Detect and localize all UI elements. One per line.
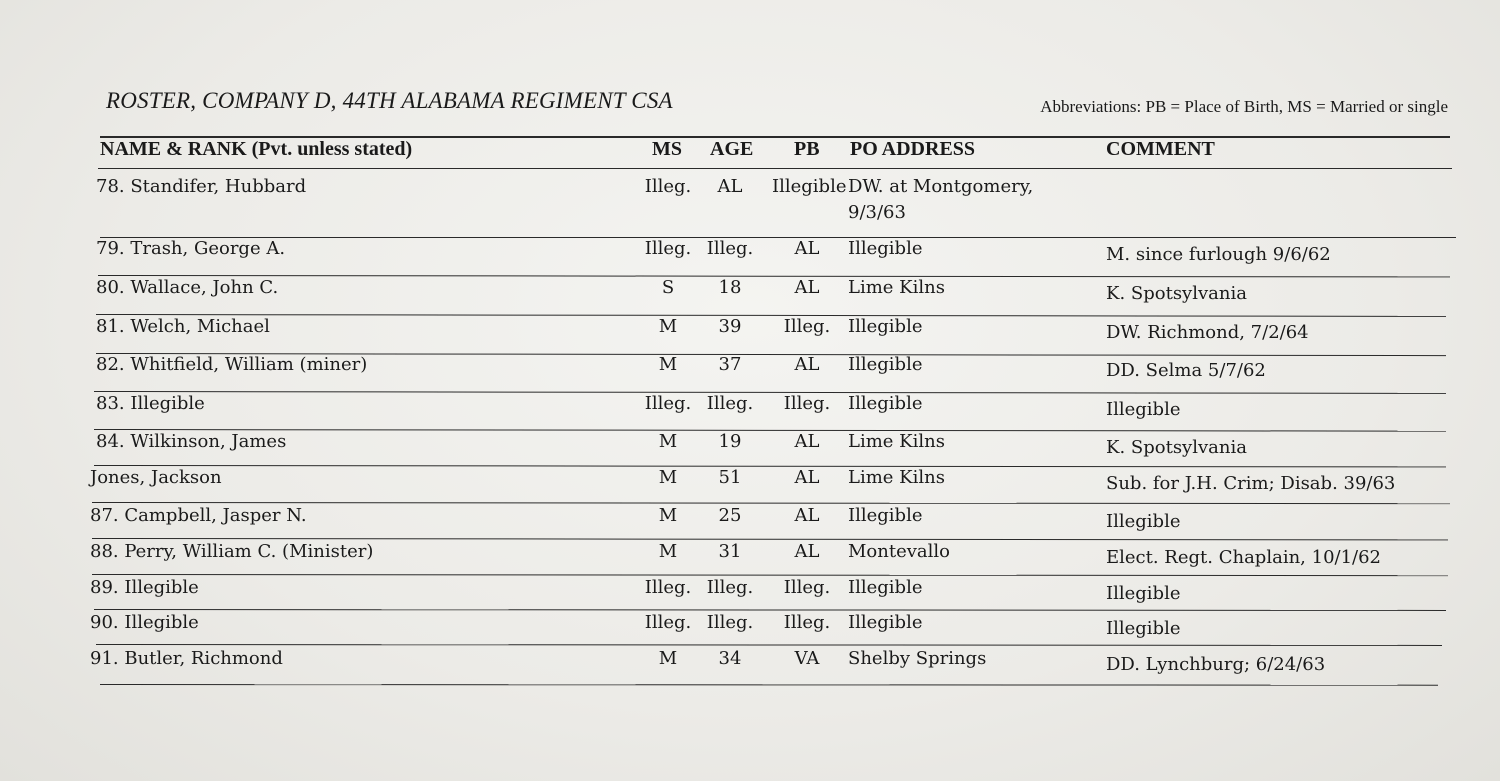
row-pb: AL [794,354,820,375]
row-ms: Illeg. [644,612,692,633]
row-name: Jones, Jackson [90,467,222,488]
row-pb: AL [794,238,820,259]
row-name: 87. Campbell, Jasper N. [90,505,307,526]
row-po-address: Lime Kilns [848,431,945,452]
row-pb: VA [794,648,820,669]
row-name: 84. Wilkinson, James [96,431,287,452]
row-pb: Illegible [772,176,847,197]
row-age: 25 [718,505,742,526]
page-title: ROSTER, COMPANY D, 44TH ALABAMA REGIMENT CSA [106,88,673,113]
row-separator [94,429,1446,432]
header-age: AGE [710,138,754,160]
row-age: Illeg. [706,612,754,633]
row-name: 78. Standifer, Hubbard [96,176,307,197]
row-po-address: Lime Kilns [848,277,945,298]
header-comment: COMMENT [1106,138,1215,160]
row-po-address: DW. at Montgomery, [848,176,1034,197]
row-po-address: Illegible [848,612,923,633]
abbreviations-note: Abbreviations: PB = Place of Birth, MS = Married or single [1040,97,1448,116]
row-comment: Illegible [1106,399,1181,420]
row-po-address: Illegible [848,354,923,375]
row-separator [92,574,1448,576]
row-name: 88. Perry, William C. (Minister) [90,541,374,562]
row-separator [96,644,1442,646]
row-age: 19 [718,431,742,452]
row-ms: Illeg. [644,238,692,259]
header-bottom-rule [98,168,1452,169]
row-pb: Illeg. [783,316,831,337]
row-pb: AL [794,277,820,298]
row-age: 39 [718,316,742,337]
header-pb: PB [794,138,820,160]
row-ms: Illeg. [644,577,692,598]
row-comment: DD. Lynchburg; 6/24/63 [1106,654,1326,675]
row-ms: S [661,277,675,298]
row-pb: AL [794,505,820,526]
row-pb: AL [794,541,820,562]
row-age: Illeg. [706,577,754,598]
row-po-address: Illegible [848,316,923,337]
row-comment: Sub. for J.H. Crim; Disab. 39/63 [1106,473,1396,494]
row-separator [96,314,1446,317]
row-name: 83. Illegible [96,393,205,414]
row-ms: M [658,467,678,488]
row-pb: Illeg. [783,577,831,598]
row-age: 18 [718,277,742,298]
row-ms: M [658,354,678,375]
row-comment: Illegible [1106,618,1181,639]
row-comment: K. Spotsylvania [1106,437,1247,458]
row-po-address: Shelby Springs [848,648,987,669]
row-ms: Illeg. [644,393,692,414]
row-separator [94,465,1446,467]
row-separator [100,684,1438,686]
row-po-address: Illegible [848,577,923,598]
row-age: AL [717,176,743,197]
header-ms: MS [652,138,682,160]
row-comment: DW. Richmond, 7/2/64 [1106,322,1309,343]
row-comment: M. since furlough 9/6/62 [1106,244,1331,265]
row-separator [94,391,1446,394]
row-name: 80. Wallace, John C. [96,277,279,298]
row-name: 89. Illegible [90,577,199,598]
row-po-address: Montevallo [848,541,950,562]
row-name: 81. Welch, Michael [96,316,270,337]
row-separator [94,609,1446,611]
row-po-address: Illegible [848,238,923,259]
row-age: 34 [718,648,742,669]
row-po-address: Lime Kilns [848,467,945,488]
row-name: 91. Butler, Richmond [90,648,283,669]
row-pb: AL [794,467,820,488]
row-comment: Illegible [1106,511,1181,532]
row-po-address-line2: 9/3/63 [848,202,906,223]
header-name: NAME & RANK (Pvt. unless stated) [100,138,413,160]
row-pb: Illeg. [783,393,831,414]
row-comment: Elect. Regt. Chaplain, 10/1/62 [1106,547,1382,568]
row-ms: Illeg. [644,176,692,197]
row-age: 51 [718,467,742,488]
row-age: Illeg. [706,238,754,259]
row-po-address: Illegible [848,505,923,526]
row-comment: Illegible [1106,583,1181,604]
row-name: 82. Whitfield, William (miner) [96,354,368,375]
row-ms: M [658,431,678,452]
row-separator [92,502,1450,504]
row-pb: Illeg. [783,612,831,633]
row-name: 90. Illegible [90,612,199,633]
row-ms: M [658,316,678,337]
row-po-address: Illegible [848,393,923,414]
row-name: 79. Trash, George A. [96,238,286,259]
row-ms: M [658,541,678,562]
row-ms: M [658,648,678,669]
row-age: 37 [718,354,742,375]
header-po-address: PO ADDRESS [850,138,976,160]
row-age: 31 [718,541,742,562]
row-age: Illeg. [706,393,754,414]
row-comment: K. Spotsylvania [1106,283,1247,304]
row-ms: M [658,505,678,526]
row-pb: AL [794,431,820,452]
row-comment: DD. Selma 5/7/62 [1106,360,1266,381]
